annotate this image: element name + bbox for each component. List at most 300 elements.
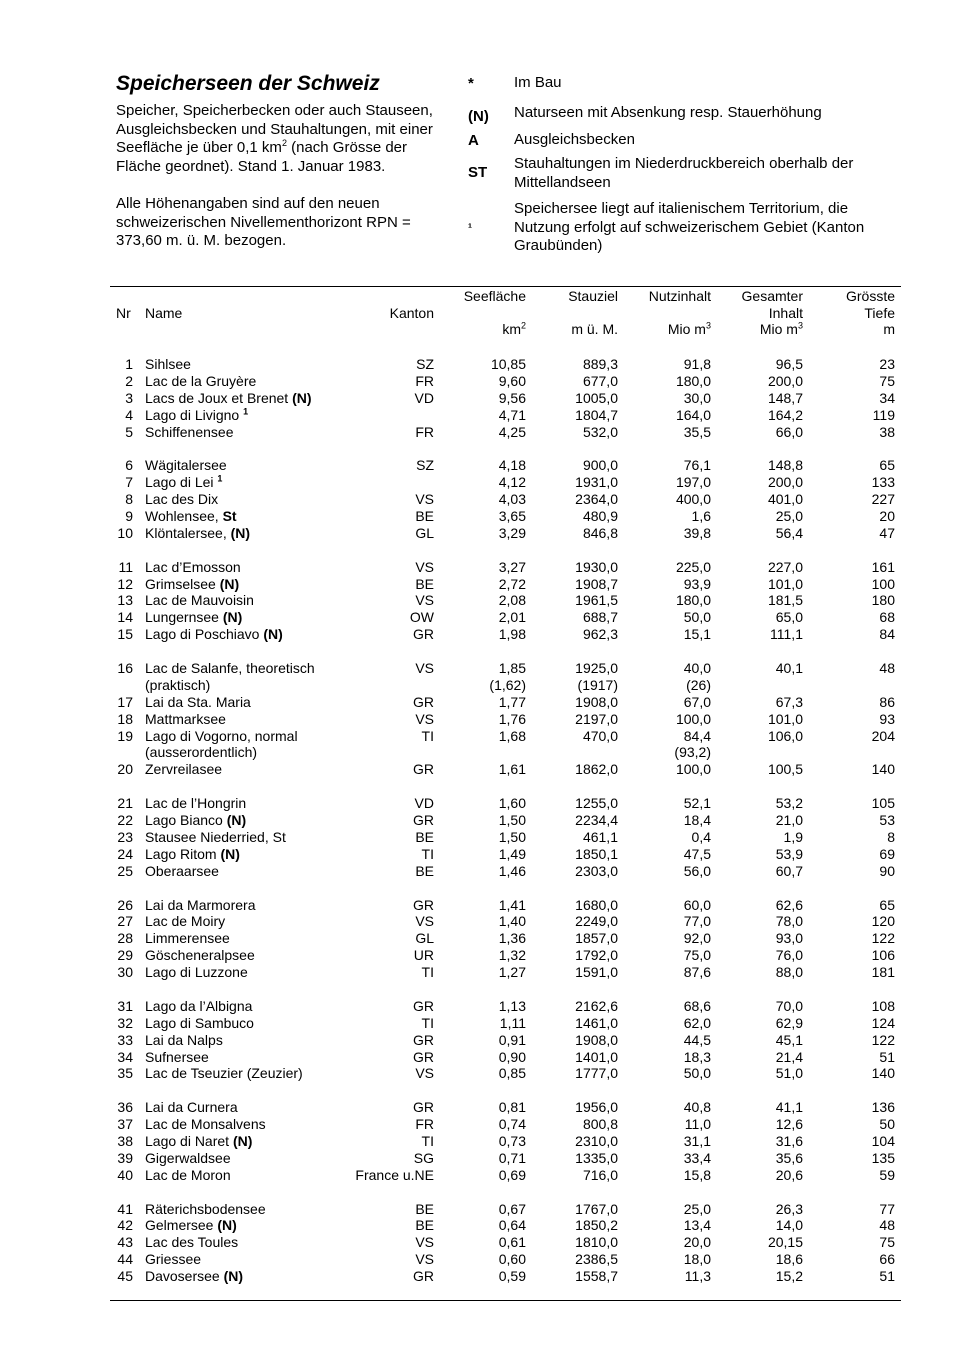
- reservoir-stauziel: 2310,0: [575, 1132, 618, 1149]
- reservoir-tiefe: 122: [871, 930, 895, 947]
- reservoir-nr: 35: [117, 1065, 133, 1082]
- reservoir-gesamter-inhalt: 100,5: [767, 761, 803, 778]
- table-row: [110, 576, 901, 593]
- reservoir-kanton: TI: [421, 1014, 434, 1031]
- reservoir-seeflaeche: 2,01: [498, 609, 526, 626]
- reservoir-kanton: GR: [413, 1099, 434, 1116]
- reservoir-name: [145, 829, 286, 846]
- reservoir-nutzinhalt: 75,0: [683, 947, 711, 964]
- reservoir-seeflaeche: 1,11: [499, 1014, 526, 1031]
- table-row: [110, 1167, 901, 1184]
- reservoir-name: [145, 1150, 231, 1167]
- legend-item: [468, 104, 908, 131]
- reservoir-nutzinhalt: 11,0: [684, 1116, 711, 1133]
- reservoir-tiefe: 120: [871, 913, 895, 930]
- reservoir-tiefe: 51: [879, 1048, 895, 1065]
- reservoir-nutzinhalt: 67,0: [683, 693, 711, 710]
- name-text: Göscheneralpsee: [145, 947, 255, 964]
- legend-item: [468, 155, 908, 192]
- reservoir-nutzinhalt: 77,0: [683, 913, 711, 930]
- reservoir-nr: 39: [117, 1149, 133, 1166]
- header-name: Name: [145, 305, 183, 321]
- name-text: Zervreilasee: [145, 761, 223, 778]
- reservoir-kanton: France u.NE: [355, 1166, 434, 1183]
- legend-symbol: (N): [468, 108, 489, 126]
- header-gesamter-inhalt-unit: [760, 321, 803, 338]
- reservoir-nutzinhalt: 25,0: [683, 1200, 711, 1217]
- reservoir-gesamter-inhalt: 53,9: [775, 845, 803, 862]
- reservoir-stauziel: 532,0: [582, 423, 618, 440]
- reservoir-tiefe: 122: [871, 1031, 895, 1048]
- reservoir-name: [145, 947, 255, 964]
- reservoir-seeflaeche: 3,29: [498, 524, 526, 541]
- name-mark: (N): [226, 812, 247, 829]
- name-text: Lac de Moiry: [145, 913, 226, 930]
- group-spacer: [110, 880, 901, 897]
- table-row: [110, 1116, 901, 1133]
- reservoir-nr: 13: [117, 592, 133, 609]
- reservoir-name: [145, 660, 315, 677]
- reservoir-stauziel: 1961,5: [575, 592, 618, 609]
- reservoir-kanton: VS: [415, 1251, 434, 1268]
- reservoir-seeflaeche: 4,03: [498, 491, 526, 508]
- reservoir-nr: 30: [117, 964, 133, 981]
- reservoir-nutzinhalt: 60,0: [683, 896, 711, 913]
- reservoir-nutzinhalt: 180,0: [675, 372, 711, 389]
- reservoir-stauziel: 1930,0: [575, 558, 618, 575]
- reservoir-stauziel: 1792,0: [575, 947, 618, 964]
- name-mark: (N): [219, 575, 240, 592]
- reservoir-name: [145, 1049, 209, 1066]
- reservoir-kanton: VD: [414, 795, 434, 812]
- reservoir-stauziel: 1401,0: [575, 1048, 618, 1065]
- reservoir-stauziel: 1255,0: [575, 795, 618, 812]
- name-text: Lac de l’Hongrin: [145, 795, 247, 812]
- reservoir-stauziel: 1680,0: [575, 896, 618, 913]
- name-text: Lai da Sta. Maria: [145, 693, 251, 710]
- reservoir-kanton: GL: [415, 524, 434, 541]
- reservoir-stauziel: 2386,5: [575, 1251, 618, 1268]
- table-row: [110, 508, 901, 525]
- header-gesamter-inhalt: Gesamter: [741, 288, 803, 304]
- reservoir-nr: 10: [117, 524, 133, 541]
- table-row: [110, 424, 901, 441]
- reservoir-kanton: TI: [421, 964, 434, 981]
- reservoir-stauziel: 1956,0: [575, 1099, 618, 1116]
- reservoir-tiefe: 50: [879, 1116, 895, 1133]
- reservoir-tiefe: 133: [871, 474, 895, 491]
- reservoir-nr: 7: [125, 474, 133, 491]
- reservoir-stauziel: 1925,0: [575, 660, 618, 677]
- reservoir-nr: 45: [117, 1268, 133, 1285]
- reservoir-stauziel: 1857,0: [575, 930, 618, 947]
- reservoir-stauziel: 1850,1: [575, 845, 618, 862]
- reservoir-gesamter-inhalt: 31,6: [775, 1132, 803, 1149]
- reservoir-nr: 14: [117, 609, 133, 626]
- reservoir-name: [145, 998, 252, 1015]
- unit-sup: 3: [797, 320, 803, 331]
- reservoir-name: [145, 897, 256, 914]
- reservoir-name: [145, 744, 257, 761]
- reservoir-tiefe: 75: [879, 1234, 895, 1251]
- intro-text-a: Speicher, Speicherbecken oder auch Stauseen, Ausgleichsbecken und Stauhaltungen, mit einer Seefläche je über 0,1 km: [116, 102, 433, 157]
- reservoir-gesamter-inhalt: 401,0: [767, 491, 803, 508]
- reservoir-nutzinhalt: 180,0: [675, 592, 711, 609]
- reservoir-gesamter-inhalt: 56,4: [775, 524, 803, 541]
- legend-item: [468, 131, 908, 151]
- table-row: [110, 1032, 901, 1049]
- name-text: Schiffenensee: [145, 423, 234, 440]
- reservoir-seeflaeche: 0,90: [498, 1048, 526, 1065]
- reservoir-tiefe: 77: [879, 1200, 895, 1217]
- table-row: [110, 795, 901, 812]
- reservoir-kanton: GR: [413, 997, 434, 1014]
- reservoir-stauziel: 470,0: [582, 727, 618, 744]
- reservoir-nr: 32: [117, 1014, 133, 1031]
- reservoir-tiefe: 136: [871, 1099, 895, 1116]
- reservoir-kanton: VS: [415, 660, 434, 677]
- legend-symbol: ST: [468, 164, 488, 182]
- header-stauziel: Stauziel: [568, 288, 618, 304]
- reservoir-tiefe: 140: [871, 761, 895, 778]
- reservoir-nr: 33: [117, 1031, 133, 1048]
- table-row: [110, 1099, 901, 1116]
- table-row: [110, 626, 901, 643]
- reservoir-seeflaeche: 1,98: [498, 626, 526, 643]
- legend-text: Naturseen mit Absenkung resp. Stauerhöhung: [514, 104, 822, 121]
- name-text: Klöntalersee,: [145, 524, 231, 541]
- reservoir-nr: 38: [117, 1132, 133, 1149]
- reservoir-name: [145, 913, 225, 930]
- table-row: [110, 761, 901, 778]
- table-row: [110, 694, 901, 711]
- reservoir-kanton: BE: [415, 1217, 434, 1234]
- reservoir-name: [145, 609, 242, 626]
- name-text: Lago Bianco: [145, 812, 227, 829]
- reservoir-tiefe: 105: [871, 795, 895, 812]
- reservoir-tiefe: 51: [879, 1268, 895, 1285]
- reservoir-nutzinhalt: 20,0: [683, 1234, 711, 1251]
- reservoir-kanton: VS: [415, 592, 434, 609]
- name-mark: (N): [230, 524, 251, 541]
- reservoir-nr: 40: [117, 1166, 133, 1183]
- reservoir-name: [145, 390, 312, 407]
- reservoir-seeflaeche: 1,50: [498, 812, 526, 829]
- reservoir-nutzinhalt: 56,0: [683, 862, 711, 879]
- reservoir-tiefe: 100: [871, 575, 895, 592]
- reservoir-name: [145, 1116, 266, 1133]
- table-row: [110, 407, 901, 424]
- name-text: Lac de Moron: [145, 1166, 231, 1183]
- table-row: [110, 829, 901, 846]
- reservoir-seeflaeche: 3,65: [498, 508, 526, 525]
- header-groesste-tiefe: Grösste: [845, 288, 895, 304]
- reservoir-name: [145, 761, 222, 778]
- reservoir-name: [145, 795, 246, 812]
- reservoir-stauziel: 1850,2: [575, 1217, 618, 1234]
- reservoir-seeflaeche: 0,81: [498, 1099, 526, 1116]
- reservoir-name: [145, 812, 246, 829]
- reservoir-gesamter-inhalt: 67,3: [775, 693, 803, 710]
- reservoir-name: [145, 1099, 238, 1116]
- reservoir-name: [145, 424, 233, 441]
- reservoir-tiefe: 140: [871, 1065, 895, 1082]
- reservoir-nutzinhalt: 100,0: [675, 761, 711, 778]
- table-bottom-rule: [110, 1300, 901, 1301]
- header-nr: Nr: [116, 305, 131, 321]
- reservoir-seeflaeche: 3,27: [498, 558, 526, 575]
- name-mark: (N): [223, 1268, 244, 1285]
- name-text: Räterichsbodensee: [145, 1200, 266, 1217]
- reservoir-seeflaeche: 1,40: [498, 913, 526, 930]
- reservoir-tiefe: 119: [872, 406, 895, 423]
- table-row: [110, 373, 901, 390]
- reservoir-kanton: VS: [415, 558, 434, 575]
- reservoir-kanton: VS: [415, 1234, 434, 1251]
- reservoir-kanton: FR: [415, 372, 434, 389]
- reservoir-tiefe: 48: [879, 1217, 895, 1234]
- reservoir-nr: 24: [117, 845, 133, 862]
- reservoir-gesamter-inhalt: 96,5: [775, 356, 803, 372]
- reservoir-tiefe: 69: [879, 845, 895, 862]
- reservoir-seeflaeche: 0,60: [498, 1251, 526, 1268]
- reservoir-seeflaeche: 10,85: [490, 356, 526, 372]
- reservoir-nutzinhalt: 18,3: [683, 1048, 711, 1065]
- reservoir-kanton: GR: [413, 1048, 434, 1065]
- reservoir-nr: 15: [117, 626, 133, 643]
- reservoir-seeflaeche: 4,18: [498, 457, 526, 474]
- reservoir-kanton: VS: [415, 1065, 434, 1082]
- reservoir-gesamter-inhalt: 1,9: [783, 828, 803, 845]
- reservoir-seeflaeche: 0,73: [498, 1132, 526, 1149]
- reservoir-gesamter-inhalt: 101,0: [767, 710, 803, 727]
- reservoir-gesamter-inhalt: 26,3: [775, 1200, 803, 1217]
- group-spacer: [110, 440, 901, 457]
- reservoir-stauziel: 1862,0: [575, 761, 618, 778]
- table-row: [110, 1049, 901, 1066]
- reservoir-name: [145, 525, 250, 542]
- reservoir-seeflaeche: 1,36: [498, 930, 526, 947]
- table-row: [110, 1251, 901, 1268]
- reservoir-name: [145, 508, 237, 525]
- reservoir-nutzinhalt: 33,4: [683, 1149, 711, 1166]
- header-seeflaeche: Seefläche: [463, 288, 526, 304]
- table-row: [110, 1201, 901, 1218]
- reservoir-nutzinhalt: 62,0: [683, 1014, 711, 1031]
- reservoir-nutzinhalt: 50,0: [683, 1065, 711, 1082]
- reservoir-stauziel: 1461,0: [575, 1014, 618, 1031]
- table-row: [110, 711, 901, 728]
- name-text: Lago Ritom: [145, 845, 221, 862]
- reservoir-nr: 31: [117, 997, 133, 1014]
- reservoir-nr: 22: [117, 812, 133, 829]
- reservoir-nr: 11: [118, 558, 133, 575]
- reservoir-nr: 12: [117, 575, 133, 592]
- name-text: Griessee: [145, 1251, 202, 1268]
- name-text: Lac de Tseuzier (Zeuzier): [145, 1065, 303, 1082]
- legend-symbol: A: [468, 131, 479, 149]
- reservoir-nutzinhalt: 225,0: [675, 558, 711, 575]
- reservoir-name: [145, 457, 227, 474]
- reservoir-gesamter-inhalt: 227,0: [767, 558, 803, 575]
- reservoir-stauziel: 1777,0: [575, 1065, 618, 1082]
- legend-symbol: *: [468, 75, 474, 93]
- reservoir-name: [145, 1217, 237, 1234]
- name-text: Gelmersee: [145, 1217, 218, 1234]
- header-groesste-tiefe-2: Tiefe: [864, 305, 895, 321]
- header-seeflaeche-unit: [502, 321, 526, 338]
- reservoir-seeflaeche: 0,69: [498, 1166, 526, 1183]
- reservoir-nr: 3: [125, 389, 133, 406]
- reservoir-tiefe: 181: [871, 964, 895, 981]
- reservoir-gesamter-inhalt: 41,1: [775, 1099, 803, 1116]
- table-header: [110, 288, 901, 340]
- reservoir-stauziel: 1908,0: [575, 1031, 618, 1048]
- reservoir-gesamter-inhalt: 25,0: [775, 508, 803, 525]
- reservoir-seeflaeche: 0,64: [498, 1217, 526, 1234]
- reservoir-stauziel: 2234,4: [575, 812, 618, 829]
- reservoir-kanton: GR: [413, 896, 434, 913]
- table-row: [110, 744, 901, 761]
- reservoir-stauziel: 461,1: [582, 828, 618, 845]
- reservoir-tiefe: 227: [871, 491, 895, 508]
- legend-text: Stauhaltungen im Niederdruckbereich oberhalb der Mittellandseen: [514, 155, 854, 191]
- reservoir-nr: 20: [117, 761, 133, 778]
- reservoir-stauziel: 1908,7: [575, 575, 618, 592]
- reservoir-gesamter-inhalt: 53,2: [775, 795, 803, 812]
- table-row: [110, 677, 901, 694]
- reservoir-tiefe: 48: [879, 660, 895, 677]
- reservoir-nutzinhalt: 76,1: [683, 457, 711, 474]
- reservoir-nr: 21: [117, 795, 133, 812]
- reservoir-name: [145, 407, 248, 424]
- name-text: Wohlensee,: [145, 508, 223, 525]
- reservoir-nutzinhalt: 15,8: [683, 1166, 711, 1183]
- name-mark: (N): [220, 845, 240, 862]
- name-text: Lago di Luzzone: [145, 964, 248, 981]
- header-gesamter-inhalt-2: Inhalt: [768, 305, 803, 321]
- reservoir-name: [145, 930, 230, 947]
- reservoir-kanton: TI: [421, 1132, 434, 1149]
- reservoir-name: [145, 711, 226, 728]
- reservoir-gesamter-inhalt: 66,0: [775, 423, 803, 440]
- reservoir-nr: 34: [117, 1048, 133, 1065]
- reservoir-name: [145, 626, 283, 643]
- table-row: [110, 863, 901, 880]
- reservoir-gesamter-inhalt: 106,0: [767, 727, 803, 744]
- reservoir-nr: 36: [117, 1099, 133, 1116]
- reservoir-nr: 27: [117, 913, 133, 930]
- legend-text: Im Bau: [514, 74, 562, 91]
- reservoir-kanton: GR: [413, 626, 434, 643]
- legend-symbol: ¹: [468, 220, 472, 235]
- reservoir-gesamter-inhalt: 93,0: [775, 930, 803, 947]
- intro-sup: 2: [281, 138, 287, 149]
- reservoir-tiefe: 23: [879, 356, 895, 372]
- reservoir-nutzinhalt: 400,0: [675, 491, 711, 508]
- reservoir-name: [145, 1268, 243, 1285]
- reservoir-stauziel: 2249,0: [575, 913, 618, 930]
- reservoir-seeflaeche: 4,12: [498, 474, 526, 491]
- reservoir-tiefe: 106: [871, 947, 895, 964]
- reservoir-name: [145, 1065, 303, 1082]
- reservoir-seeflaeche: 0,91: [498, 1031, 526, 1048]
- reservoir-tiefe: 53: [879, 812, 895, 829]
- table-row: [110, 897, 901, 914]
- reservoir-tiefe: 59: [879, 1166, 895, 1183]
- reservoir-name: [145, 1234, 238, 1251]
- reservoir-nutzinhalt: 11,3: [684, 1268, 711, 1285]
- unit-sup: 3: [705, 320, 711, 331]
- reservoir-nutzinhalt: 31,1: [683, 1132, 711, 1149]
- group-spacer: [110, 643, 901, 660]
- reservoir-nutzinhalt: (93,2): [674, 744, 711, 761]
- reservoir-kanton: SZ: [416, 356, 434, 372]
- reservoir-name: [145, 576, 239, 593]
- reservoir-tiefe: 135: [871, 1149, 895, 1166]
- name-text: Lungernsee: [145, 609, 223, 626]
- reservoir-tiefe: 75: [879, 372, 895, 389]
- reservoir-seeflaeche: 2,08: [498, 592, 526, 609]
- reservoir-stauziel: 1335,0: [575, 1149, 618, 1166]
- reservoir-seeflaeche: 9,56: [498, 389, 526, 406]
- reservoir-name: [145, 863, 219, 880]
- reservoir-name: [145, 728, 298, 745]
- name-text: Oberaarsee: [145, 862, 219, 879]
- reservoir-nutzinhalt: 68,6: [683, 997, 711, 1014]
- legend: [468, 74, 908, 256]
- reservoir-name: [145, 694, 251, 711]
- reservoir-tiefe: 124: [871, 1014, 895, 1031]
- name-text: Lago di Poschiavo: [145, 626, 264, 643]
- reservoir-kanton: VD: [414, 389, 434, 406]
- unit-text: km: [502, 321, 521, 337]
- reservoir-gesamter-inhalt: 164,2: [767, 406, 803, 423]
- reservoir-stauziel: 2197,0: [575, 710, 618, 727]
- reservoir-stauziel: 2162,6: [575, 997, 618, 1014]
- table-row: [110, 846, 901, 863]
- reservoir-name: [145, 1167, 231, 1184]
- reservoir-nr: 4: [125, 406, 133, 423]
- legend-item: [468, 74, 908, 95]
- reservoir-gesamter-inhalt: 181,5: [767, 592, 803, 609]
- legend-text: Ausgleichsbecken: [514, 131, 635, 148]
- table-row: [110, 1268, 901, 1285]
- reservoir-name: [145, 356, 191, 373]
- reservoir-tiefe: 65: [879, 896, 895, 913]
- reservoir-tiefe: 161: [871, 558, 895, 575]
- reservoir-gesamter-inhalt: 62,6: [775, 896, 803, 913]
- reservoir-gesamter-inhalt: 15,2: [775, 1268, 803, 1285]
- reservoir-nutzinhalt: 87,6: [683, 964, 711, 981]
- reservoir-nr: 42: [117, 1217, 133, 1234]
- reservoir-seeflaeche: 0,67: [498, 1200, 526, 1217]
- header-kanton: Kanton: [389, 305, 434, 321]
- reservoir-nutzinhalt: 13,4: [683, 1217, 711, 1234]
- reservoir-kanton: GR: [413, 693, 434, 710]
- reservoir-stauziel: 846,8: [582, 524, 618, 541]
- reservoir-tiefe: 8: [887, 828, 895, 845]
- reservoir-nutzinhalt: 91,8: [683, 356, 711, 372]
- table-row: [110, 913, 901, 930]
- name-text: Mattmarksee: [145, 710, 226, 727]
- reservoir-kanton: GR: [413, 761, 434, 778]
- reservoir-nutzinhalt: 47,5: [683, 845, 711, 862]
- reservoir-kanton: SG: [413, 1149, 434, 1166]
- reservoir-tiefe: 104: [871, 1132, 895, 1149]
- reservoir-nutzinhalt: 92,0: [683, 930, 711, 947]
- name-text: Lago di Sambuco: [145, 1014, 254, 1031]
